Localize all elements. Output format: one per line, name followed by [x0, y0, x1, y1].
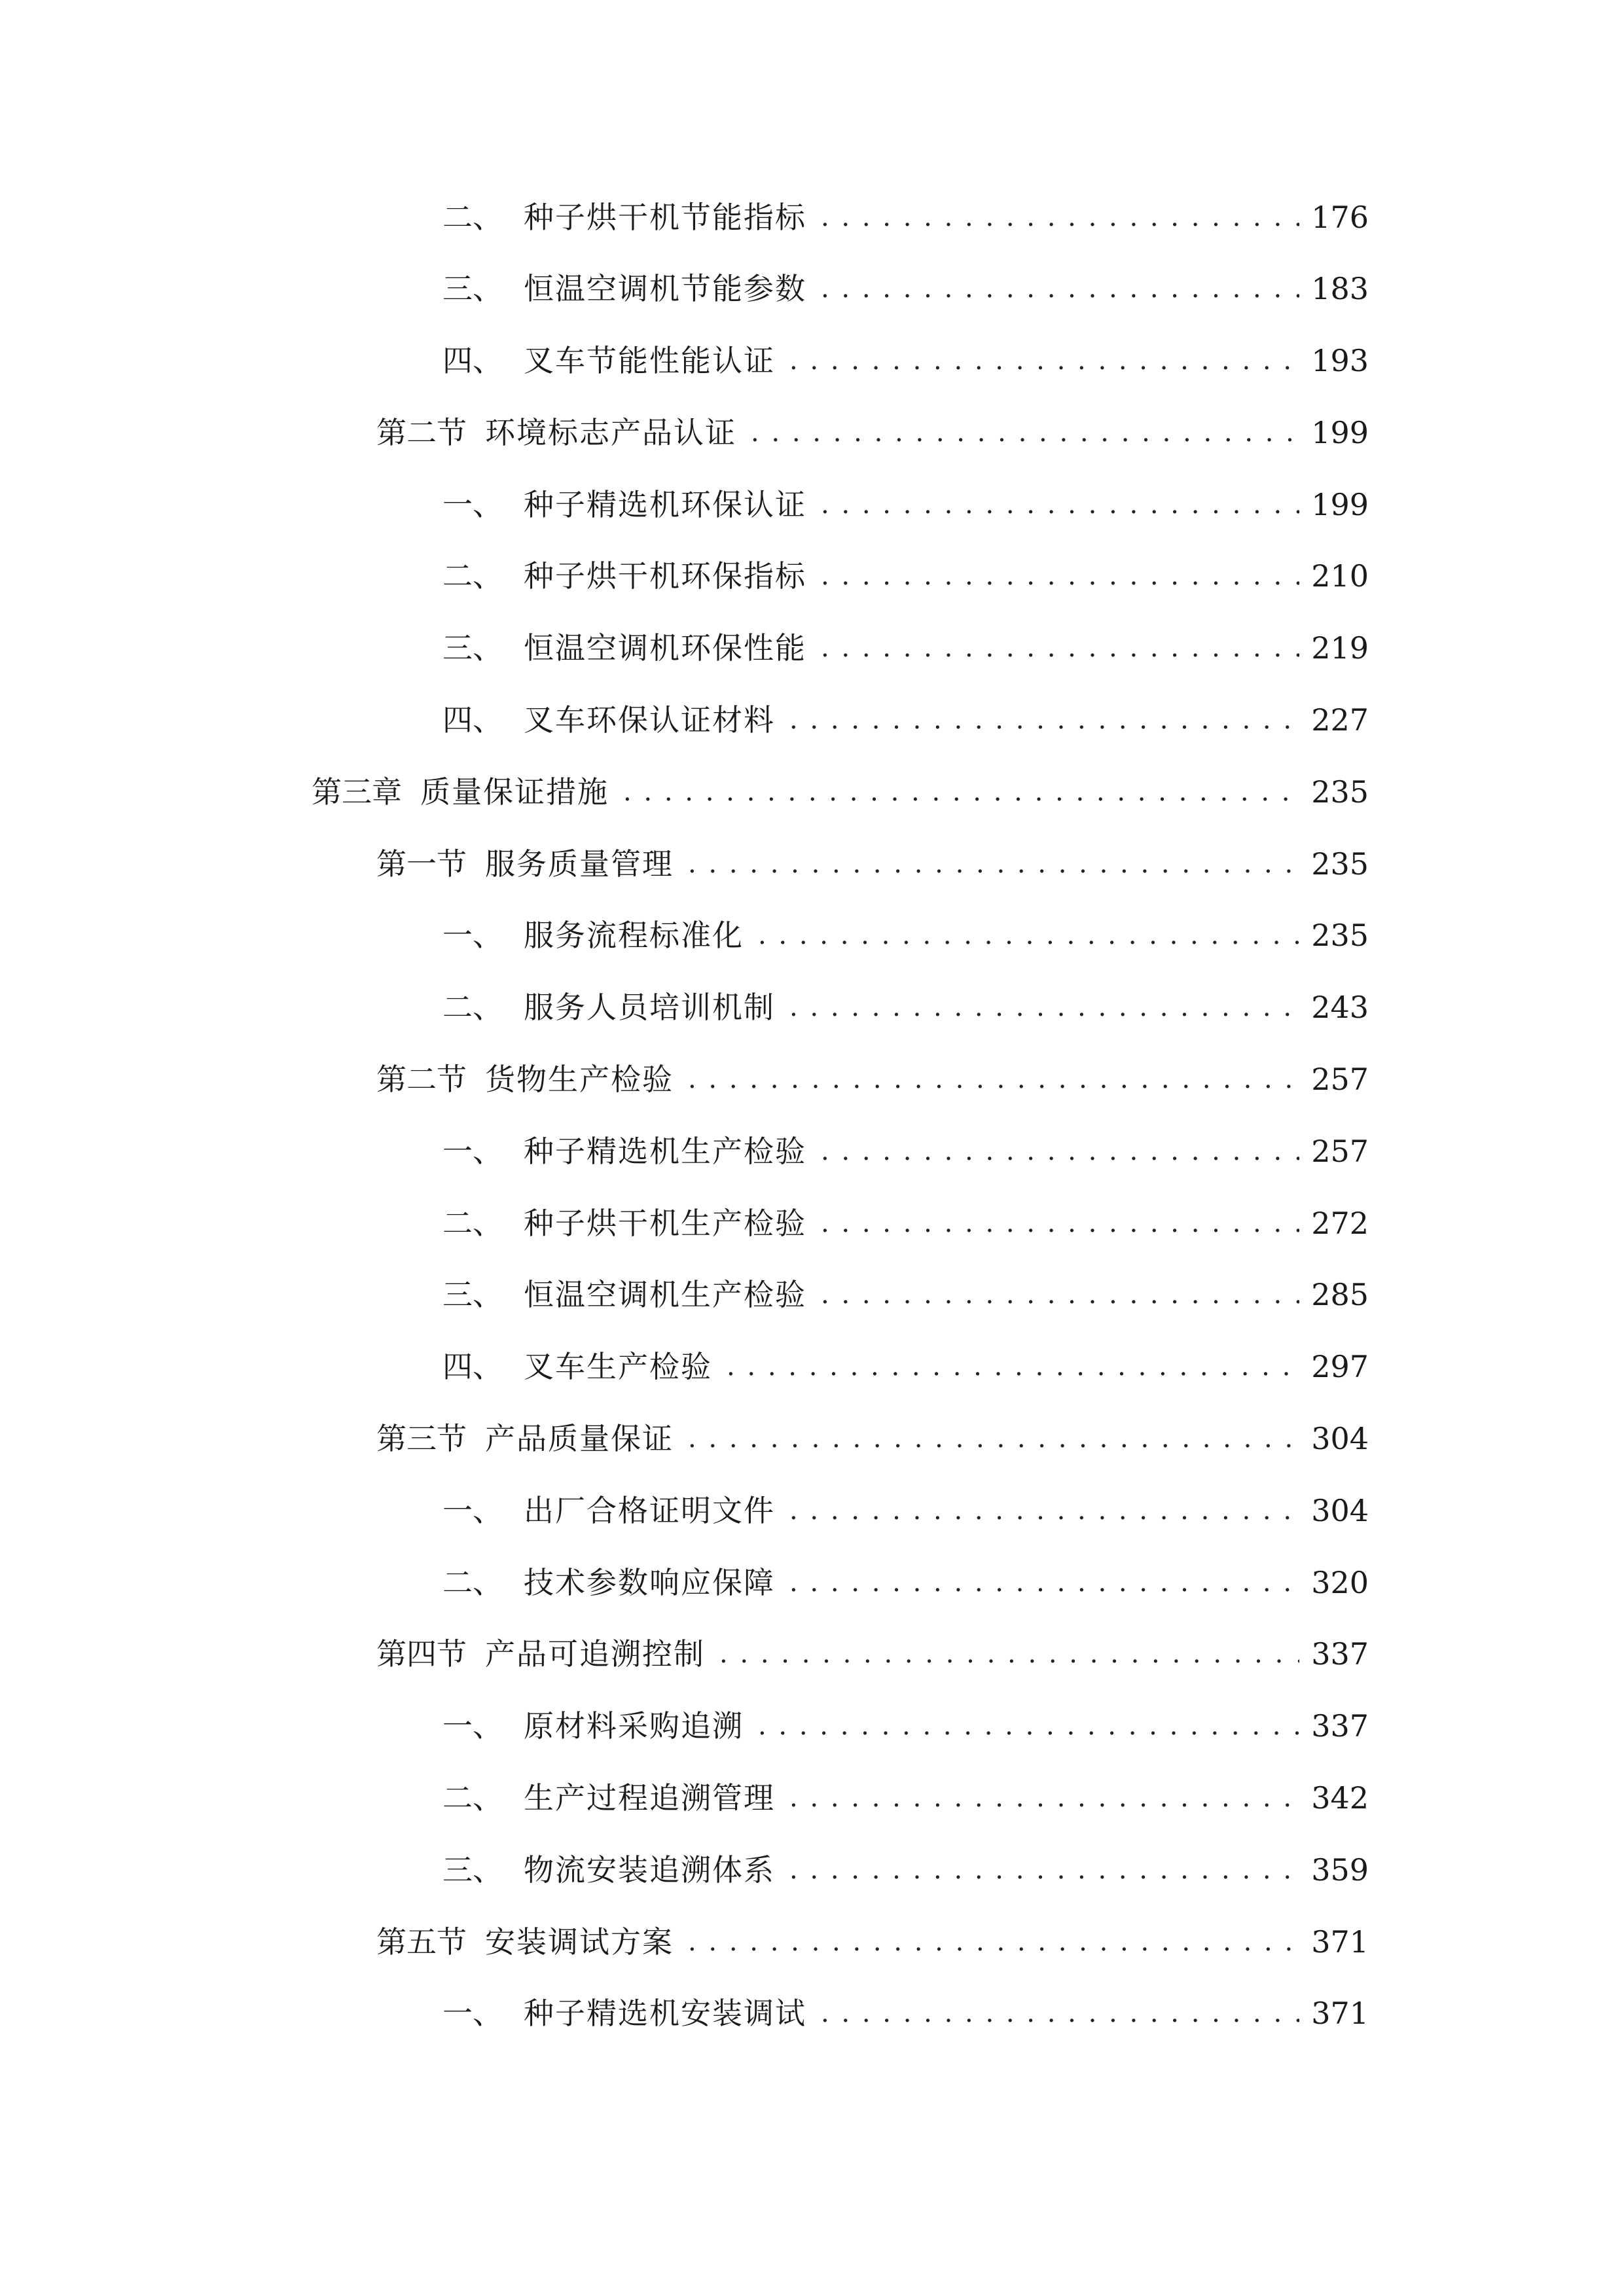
toc-entry[interactable]	[442, 694, 1369, 746]
toc-entry-page: 199	[1311, 487, 1369, 522]
toc-entry-title: 种子烘干机生产检验	[524, 1206, 806, 1241]
toc-entry-page: 235	[1311, 918, 1369, 953]
toc-entry[interactable]	[376, 406, 1369, 459]
toc-entry-number: 第三章	[312, 774, 402, 810]
dot-leader	[688, 1916, 1299, 1968]
dot-leader	[789, 981, 1299, 1033]
dot-leader	[727, 1340, 1299, 1393]
toc-entry-number: 三、	[442, 630, 503, 666]
dot-leader	[821, 1987, 1299, 2039]
toc-entry[interactable]	[442, 981, 1369, 1033]
toc-entry[interactable]	[376, 1053, 1369, 1105]
toc-entry[interactable]	[442, 1844, 1369, 1896]
toc-entry-page: 297	[1311, 1349, 1369, 1384]
toc-entry[interactable]	[376, 838, 1369, 890]
toc-entry-page: 257	[1311, 1134, 1369, 1169]
toc-entry-page: 337	[1311, 1636, 1369, 1672]
dot-leader	[623, 766, 1299, 818]
toc-entry[interactable]	[442, 1340, 1369, 1393]
toc-entry-title: 恒温空调机环保性能	[524, 630, 806, 666]
toc-entry-page: 304	[1311, 1421, 1369, 1456]
toc-entry[interactable]	[442, 1197, 1369, 1249]
toc-entry-page: 210	[1311, 558, 1369, 594]
toc-entry-title: 环境标志产品认证	[485, 415, 736, 450]
toc-entry-page: 371	[1311, 1924, 1369, 1960]
toc-entry-title: 恒温空调机节能参数	[524, 271, 806, 306]
toc-entry-page: 183	[1311, 271, 1369, 306]
toc-entry-page: 285	[1311, 1277, 1369, 1312]
toc-entry-title: 叉车生产检验	[524, 1349, 712, 1384]
toc-entry-number: 四、	[442, 1349, 503, 1384]
toc-entry-number: 第五节	[376, 1924, 467, 1960]
toc-entry-number: 一、	[442, 1493, 503, 1528]
toc-entry-title: 种子烘干机节能指标	[524, 200, 806, 235]
dot-leader	[758, 1700, 1299, 1752]
toc-entry-title: 种子烘干机环保指标	[524, 558, 806, 594]
toc-entry[interactable]	[442, 1772, 1369, 1824]
toc-entry[interactable]	[442, 1268, 1369, 1321]
toc-entry-page: 272	[1311, 1206, 1369, 1241]
dot-leader	[719, 1628, 1299, 1680]
toc-entry-number: 二、	[442, 990, 503, 1025]
toc-entry[interactable]	[442, 1700, 1369, 1752]
toc-entry-title: 种子精选机环保认证	[524, 487, 806, 522]
toc-entry-title: 质量保证措施	[420, 774, 609, 810]
toc-entry-number: 二、	[442, 200, 503, 235]
toc-entry-title: 服务人员培训机制	[524, 990, 775, 1025]
toc-entry-number: 三、	[442, 1852, 503, 1888]
toc-entry-number: 四、	[442, 702, 503, 738]
toc-entry-page: 235	[1311, 846, 1369, 882]
toc-entry[interactable]	[442, 550, 1369, 602]
dot-leader	[821, 191, 1299, 243]
toc-entry[interactable]	[312, 766, 1369, 818]
dot-leader	[789, 334, 1299, 387]
toc-entry-page: 243	[1311, 990, 1369, 1025]
dot-leader	[789, 1556, 1299, 1609]
toc-entry[interactable]	[442, 1484, 1369, 1537]
toc-entry-page: 304	[1311, 1493, 1369, 1528]
toc-entry-number: 二、	[442, 558, 503, 594]
toc-entry-title: 种子精选机生产检验	[524, 1134, 806, 1169]
toc-entry-title: 物流安装追溯体系	[524, 1852, 775, 1888]
toc-entry-title: 叉车节能性能认证	[524, 343, 775, 378]
toc-entry-number: 第四节	[376, 1636, 467, 1672]
dot-leader	[821, 622, 1299, 674]
dot-leader	[789, 694, 1299, 746]
toc-entry[interactable]	[442, 334, 1369, 387]
toc-entry-title: 原材料采购追溯	[524, 1708, 744, 1744]
dot-leader	[821, 262, 1299, 315]
toc-entry[interactable]	[442, 478, 1369, 531]
toc-entry-number: 第二节	[376, 1062, 467, 1097]
toc-entry-number: 一、	[442, 1134, 503, 1169]
toc-entry-title: 产品可追溯控制	[485, 1636, 705, 1672]
toc-entry-title: 货物生产检验	[485, 1062, 674, 1097]
toc-entry-page: 176	[1311, 200, 1369, 235]
toc-entry[interactable]	[442, 1987, 1369, 2039]
toc-entry-number: 一、	[442, 487, 503, 522]
toc-entry-page: 257	[1311, 1062, 1369, 1097]
toc-entry-page: 342	[1311, 1780, 1369, 1816]
dot-leader	[789, 1844, 1299, 1896]
dot-leader	[789, 1484, 1299, 1537]
toc-entry-title: 恒温空调机生产检验	[524, 1277, 806, 1312]
toc-entry-page: 199	[1311, 415, 1369, 450]
toc-entry-number: 第二节	[376, 415, 467, 450]
dot-leader	[688, 1412, 1299, 1465]
toc-entry[interactable]	[376, 1628, 1369, 1680]
dot-leader	[821, 1125, 1299, 1177]
toc-entry-page: 337	[1311, 1708, 1369, 1744]
toc-entry-title: 安装调试方案	[485, 1924, 674, 1960]
toc-entry-number: 一、	[442, 1996, 503, 2031]
toc-entry-title: 叉车环保认证材料	[524, 702, 775, 738]
toc-entry[interactable]	[442, 622, 1369, 674]
toc-entry[interactable]	[376, 1916, 1369, 1968]
toc-entry-number: 第一节	[376, 846, 467, 882]
toc-entry-title: 出厂合格证明文件	[524, 1493, 775, 1528]
toc-entry-number: 三、	[442, 1277, 503, 1312]
toc-entry-page: 193	[1311, 343, 1369, 378]
toc-entry-title: 服务质量管理	[485, 846, 674, 882]
toc-entry-title: 服务流程标准化	[524, 918, 744, 953]
dot-leader	[789, 1772, 1299, 1824]
toc-entry-number: 三、	[442, 271, 503, 306]
dot-leader	[688, 1053, 1299, 1105]
toc-entry-page: 219	[1311, 630, 1369, 666]
dot-leader	[821, 1197, 1299, 1249]
toc-entry[interactable]	[442, 262, 1369, 315]
toc-entry-number: 四、	[442, 343, 503, 378]
toc-entry-number: 一、	[442, 1708, 503, 1744]
toc-entry-title: 产品质量保证	[485, 1421, 674, 1456]
toc-entry[interactable]	[376, 1412, 1369, 1465]
toc-entry-page: 320	[1311, 1565, 1369, 1600]
toc-entry[interactable]	[442, 909, 1369, 961]
dot-leader	[821, 1268, 1299, 1321]
toc-entry-page: 235	[1311, 774, 1369, 810]
toc-entry-title: 技术参数响应保障	[524, 1565, 775, 1600]
dot-leader	[688, 838, 1299, 890]
toc-entry-number: 第三节	[376, 1421, 467, 1456]
toc-entry-number: 二、	[442, 1206, 503, 1241]
dot-leader	[821, 478, 1299, 531]
toc-entry-number: 二、	[442, 1780, 503, 1816]
dot-leader	[751, 406, 1299, 459]
toc-entry-page: 359	[1311, 1852, 1369, 1888]
toc-entry[interactable]	[442, 1125, 1369, 1177]
toc-entry[interactable]	[442, 191, 1369, 243]
toc-entry-title: 种子精选机安装调试	[524, 1996, 806, 2031]
toc-entry-number: 二、	[442, 1565, 503, 1600]
toc-entry[interactable]	[442, 1556, 1369, 1609]
toc-entry-page: 371	[1311, 1996, 1369, 2031]
toc-entry-number: 一、	[442, 918, 503, 953]
toc-entry-page: 227	[1311, 702, 1369, 738]
dot-leader	[758, 909, 1299, 961]
dot-leader	[821, 550, 1299, 602]
toc-entry-title: 生产过程追溯管理	[524, 1780, 775, 1816]
